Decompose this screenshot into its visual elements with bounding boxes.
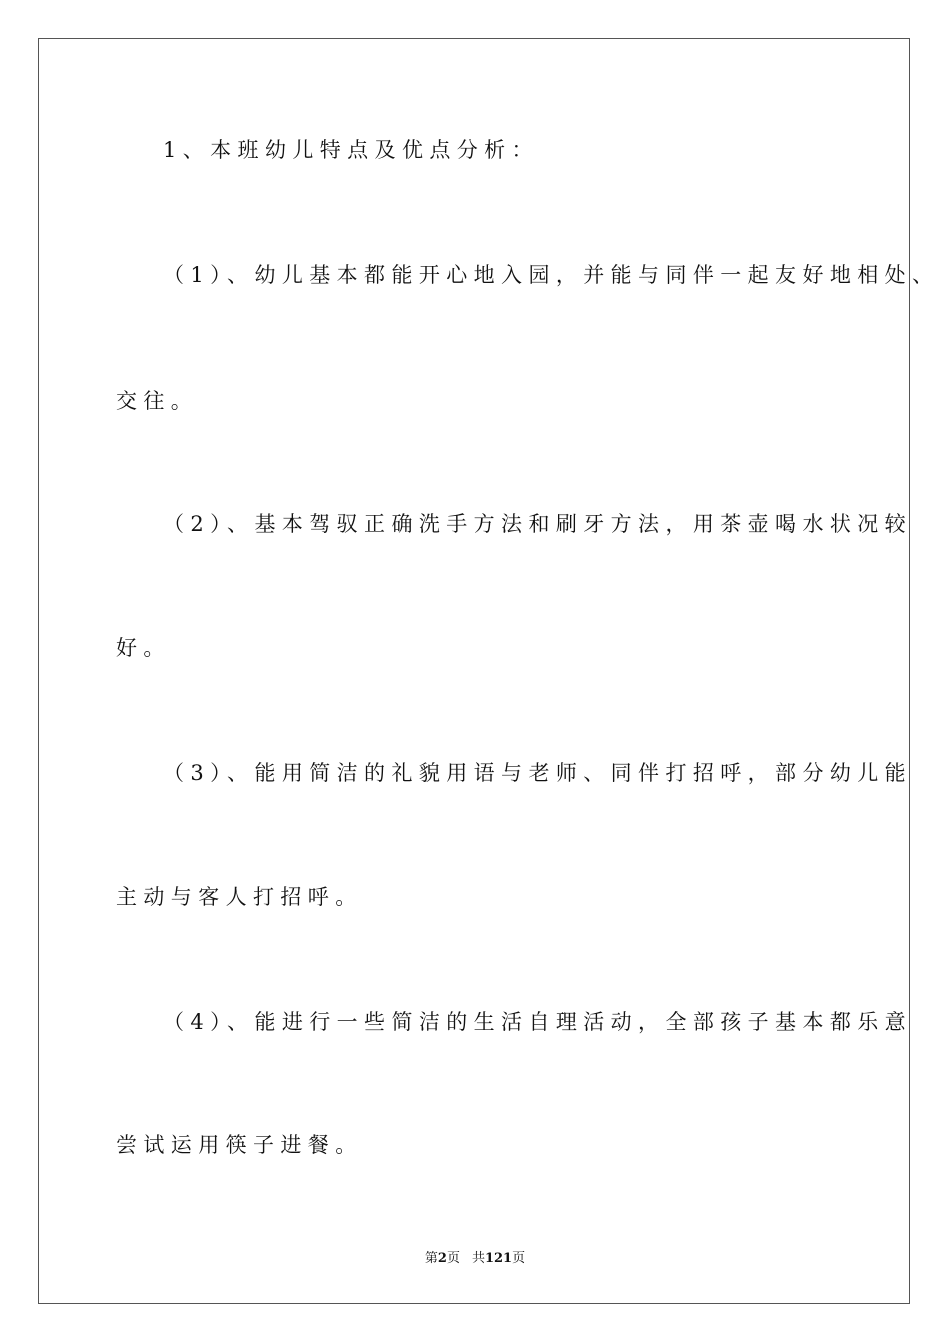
paragraph-line: （1）、幼儿基本都能开心地入园，并能与同伴一起友好地相处、: [163, 263, 940, 287]
footer-total-prefix: 共: [471, 1251, 485, 1266]
footer-total-suffix: 页: [512, 1251, 526, 1266]
page-border: [38, 38, 913, 1304]
paragraph-line: （3）、能用简洁的礼貌用语与老师、同伴打招呼，部分幼儿能: [163, 761, 913, 785]
paragraph-line: 尝试运用筷子进餐。: [116, 1133, 363, 1157]
paragraph-line: （4）、能进行一些简洁的生活自理活动，全部孩子基本都乐意: [163, 1010, 913, 1034]
paragraph-line: 交往。: [116, 389, 199, 413]
footer-page-prefix: 第: [424, 1251, 438, 1266]
footer-page-number: 2: [437, 1251, 447, 1266]
footer-total-pages: 121: [484, 1251, 513, 1266]
paragraph-line: 好。: [116, 636, 171, 660]
paragraph-line: 主动与客人打招呼。: [116, 885, 363, 909]
page-footer: [0, 1247, 950, 1266]
footer-page-suffix: 页: [446, 1251, 460, 1266]
paragraph-line: （2）、基本驾驭正确洗手方法和刷牙方法，用茶壶喝水状况较: [163, 512, 913, 536]
heading-line: 1、本班幼儿特点及优点分析：: [163, 138, 539, 162]
